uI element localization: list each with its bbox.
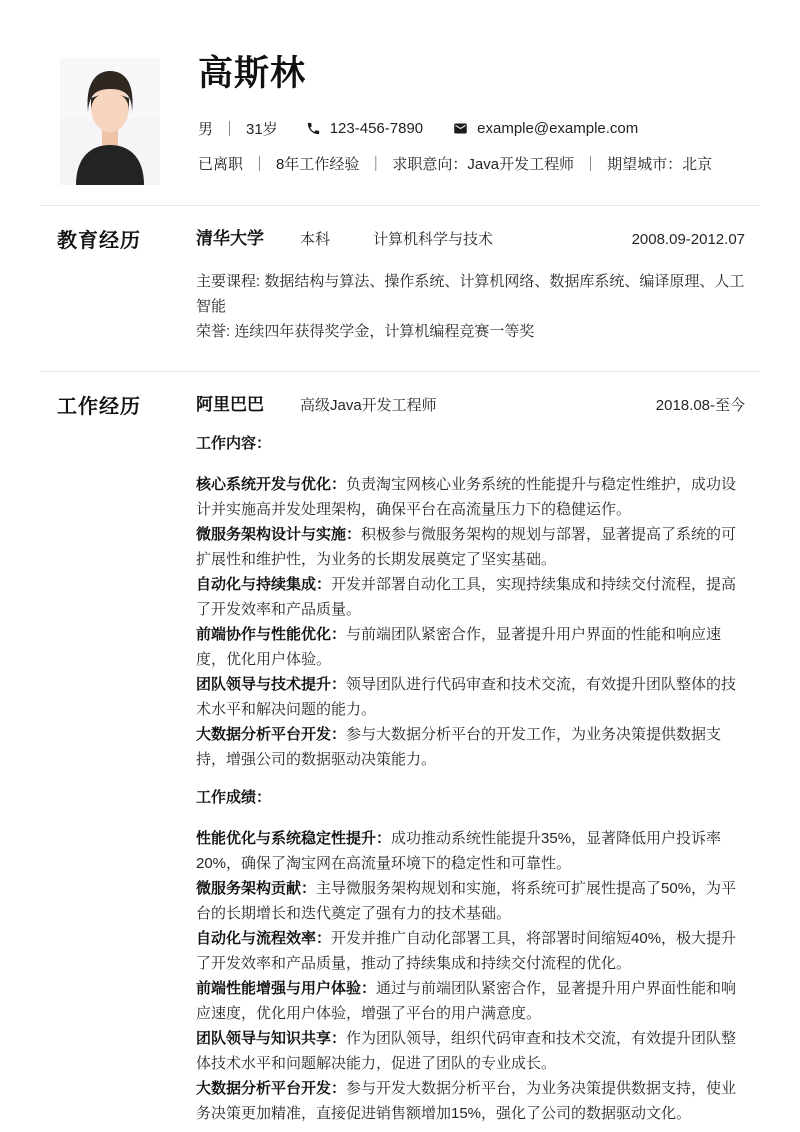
item-lead: 微服务架构贡献： [196,880,317,897]
item-text: 通过与前端团队紧密合作，显著提升用户界面性能和响应速度，优化用户体验，增强了平台的用户满意度。 [196,980,737,1022]
item-lead: 前端性能增强与用户体验： [196,980,377,997]
item-lead: 自动化与持续集成： [196,576,332,593]
item-text: 开发并推广自动化部署工具，将部署时间缩短40%，极大提升了开发效率和产品质量，推动了持续集成和持续交付流程的优化。 [196,930,737,972]
item-lead: 团队领导与知识共享： [196,1030,347,1047]
text-line: 已离职 [198,156,244,173]
text-line: 求职意向：Java开发工程师 [392,156,575,173]
experience-item [196,472,745,522]
age-label: 31岁 [246,121,278,138]
resume-header [0,0,800,185]
work-body [196,392,745,1126]
education-period: 2008.09-2012.07 [631,231,745,248]
experience-item [196,722,745,772]
item-text: 参与大数据分析平台的开发工作，为业务决策提供数据支持，增强公司的数据驱动决策能力。 [196,726,722,768]
item-text: 作为团队领导，组织代码审查和技术交流，有效提升团队整体技术水平和问题解决能力，促进了团队的专业成长。 [196,1030,737,1072]
experience-item [196,1026,745,1076]
text-line: 期望城市：北京 [607,156,713,173]
major-label: 计算机科学与技术 [373,231,494,248]
experience-item [196,622,745,672]
candidate-name: 高斯林 [198,54,307,93]
item-lead: 核心系统开发与优化： [196,476,347,493]
text-line: 主要课程: 数据结构与算法、操作系统、计算机网络、数据库系统、编译原理、人工智能 [196,273,745,315]
experience-item [196,976,745,1026]
gender-label: 男 [198,121,214,138]
header-info [198,54,745,185]
portrait-photo-icon [60,58,160,185]
separator: ｜ [368,156,384,173]
separator: ｜ [252,156,268,173]
item-text: 开发并部署自动化工具，实现持续集成和持续交付流程，提高了开发效率和产品质量。 [196,576,737,618]
experience-item [196,522,745,572]
item-text: 参与开发大数据分析平台，为业务决策提供数据支持，使业务决策更加精准，直接促进销售额增加15%，强化了公司的数据驱动文化。 [196,1080,737,1122]
item-lead: 自动化与流程效率： [196,930,332,947]
item-text: 领导团队进行代码审查和技术交流，有效提升团队整体的技术水平和解决问题的能力。 [196,676,737,718]
work-content-list [196,472,745,772]
section-title-education: 教育经历 [57,230,141,252]
item-text: 负责淘宝网核心业务系统的性能提升与稳定性维护，成功设计并实施高并发处理架构，确保平台在高流量压力下的稳健运作。 [196,476,737,518]
section-title-work: 工作经历 [57,396,141,418]
item-lead: 大数据分析平台开发： [196,1080,347,1097]
item-text: 主导微服务架构规划和实施，将系统可扩展性提高了50%，为平台的长期增长和迭代奠定了强有力的技术基础。 [196,880,737,922]
phone-number: 123-456-7890 [329,120,424,137]
item-lead: 性能优化与系统稳定性提升： [196,830,392,847]
work-row [196,392,745,418]
education-details [196,269,745,344]
status-row [198,153,745,174]
education-row [196,226,745,252]
email-icon [453,121,468,136]
text-line: 8年工作经验 [276,156,360,173]
experience-item [196,672,745,722]
company-name: 阿里巴巴 [196,395,264,414]
item-lead: 微服务架构设计与实施： [196,526,362,543]
experience-item [196,826,745,876]
profile-photo [60,58,160,185]
separator: ｜ [222,121,238,138]
experience-item [196,572,745,622]
school-name: 清华大学 [196,229,264,248]
work-achievement-label: 工作成绩： [196,789,272,806]
work-content-label: 工作内容： [196,435,272,452]
phone-icon [306,121,321,136]
degree-label: 本科 [300,231,331,248]
job-title: 高级Java开发工程师 [300,397,437,414]
text-line: 荣誉: 连续四年获得奖学金，计算机编程竞赛一等奖 [196,323,535,340]
experience-item [196,876,745,926]
contact-row [198,118,745,139]
item-lead: 大数据分析平台开发： [196,726,347,743]
work-achievement-list [196,826,745,1126]
experience-item [196,1076,745,1126]
work-period: 2018.08-至今 [655,397,745,414]
item-text: 与前端团队紧密合作，显著提升用户界面的性能和响应速度，优化用户体验。 [196,626,722,668]
item-lead: 团队领导与技术提升： [196,676,347,693]
education-section [0,206,800,371]
item-lead: 前端协作与性能优化： [196,626,347,643]
education-body [196,226,745,344]
item-text: 积极参与微服务架构的规划与部署，显著提高了系统的可扩展性和维护性，为业务的长期发展奠定了坚实基础。 [196,526,737,568]
email-address: example@example.com [477,120,639,137]
work-section [0,372,800,1126]
experience-item [196,926,745,976]
separator: ｜ [583,156,599,173]
item-text: 成功推动系统性能提升35%，显著降低用户投诉率20%，确保了淘宝网在高流量环境下的稳定性和可靠性。 [196,830,722,872]
